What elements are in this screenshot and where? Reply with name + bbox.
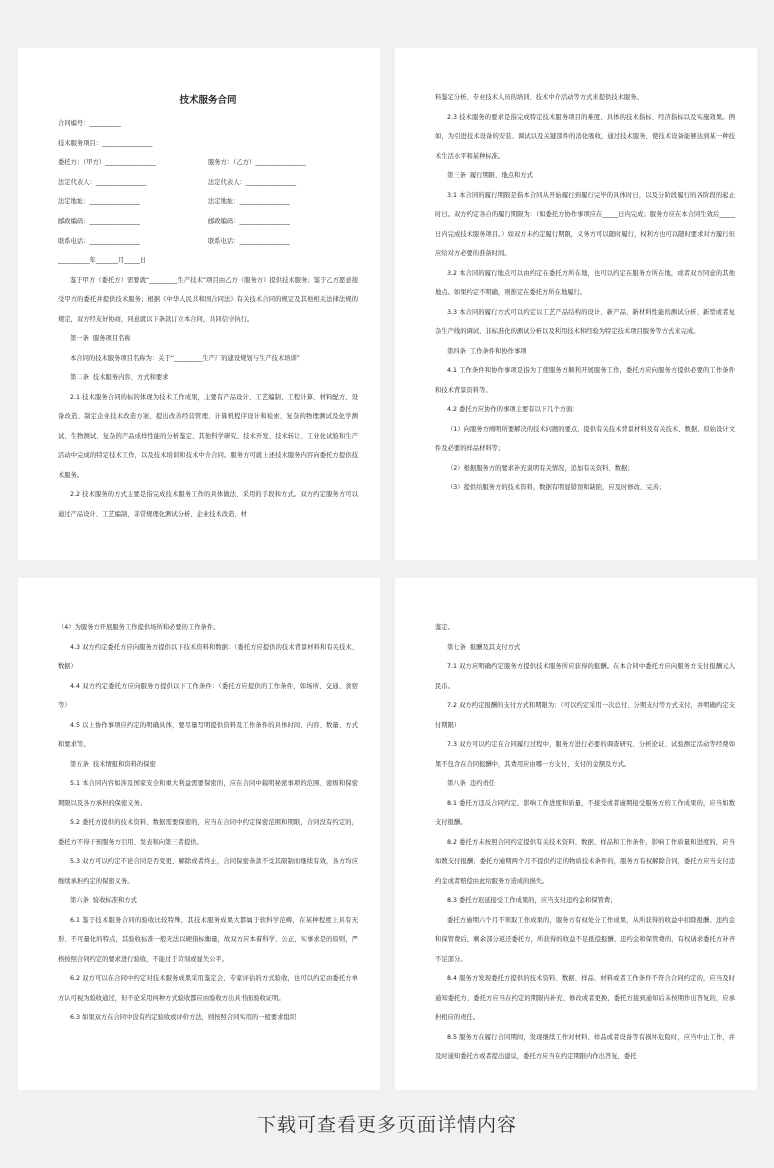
paragraph: 8.5 服务方在履行合同期间，发现继续工作对材料、样品或者设备等有损坏危险时，应当中止工作，并及时通知委托方或者提出建议，委托方应当在约定期限内作出答复，委托 [435, 1033, 735, 1060]
paragraph: 7.1 双方应明确约定服务方提供技术服务所应获得的报酬。在本合同中委托方应向服务方支付报酬元人民币。 [435, 663, 735, 690]
paragraph: 5.2 委托方提供的技术资料、数据需要保密的，应当在合同中约定保密范围和期限，合同没有约定的，委托方不得干预服务方引用、发表和向第三者提供。 [58, 819, 358, 846]
paragraph: 8.4 服务方发现委托方提供的技术资料、数据、样品、材料或者工作条件不符合合同约定的，应当及时通知委托方，委托方应当在约定的期限内补充、修改或者更换，委托方接到通知后未按期作出答复的，应承担相应的责任。 [435, 975, 735, 1021]
section-heading: 第八条 违约责任 [447, 780, 496, 787]
field-right: 联系电话：________________ [208, 237, 290, 245]
paragraph: 8.3 委托方迟延接受工作成果的，应当支付违约金和保管费； [447, 897, 617, 904]
paragraph: 4.4 双方约定委托方应向服务方提供以下工作条件：（委托方应提供的工作条件，如场所、交通、食宿等） [58, 682, 358, 709]
paragraph: 3.3 本合同的履行方式可以约定以工艺产品结构的设计、新产品、新材料性能的测试分析、新型或者复杂生产线的调试、非标准化的测试分析以及利用技术和经验为特定技术项目服务等方式来完成。 [435, 308, 735, 335]
field-row [58, 134, 358, 154]
field-row [58, 173, 358, 193]
paragraph: 7.2 双方约定报酬的支付方式和期限为：（可以约定采用一次总付、分期支付等方式支付，并明确约定支付期限） [435, 702, 735, 729]
paragraph: 3.1 本合同的履行期限是指本合同从开始履行到履行完毕的具体时日，以及分阶段履行的各阶段的起止时日。双方约定各自的履行期限为：（如委托方协作事项应在_____日内完成；服务方应在本合同生效后_____日内完成技术服务项目。）如双方未约定履行期限，义务方可以随时履行，权利方也可以随时要求对方履行但应给对方必要的准备时间。 [435, 191, 735, 257]
paragraph: 6.2 双方可以在合同中约定对技术服务成果采用鉴定会、专家评估的方式验收，也可以约定由委托方单方认可视为验收通过，但不论采用何种方式验收都应由验收方出具书面验收证明。 [58, 975, 358, 1002]
section-heading: 第五条 技术情报和资料的保密 [70, 760, 156, 768]
field-row [58, 251, 358, 271]
paragraph: 6.3 如果双方在合同中没有约定验收或评价方法，则按照合同实用的一般要求组织 [70, 1014, 297, 1021]
paragraph: 料鉴定分析、专业技术人员的培训、技术中介活动等方式来提供技术服务。 [435, 94, 643, 101]
paragraph: 6.1 鉴于技术服务合同的验收比较特殊，其技术服务成果大都属于软科学范畴，在某种程度上具有无形、不可量化的特点，其验收标准一般无法以硬指标衡量，故双方应本着科学、公正、实事求是的原则，严格按照合同约定的要求进行验收，不能过于苛刻或显失公平。 [58, 916, 358, 963]
field-right [208, 114, 358, 134]
section-heading: 第一条 服务项目名称 [70, 335, 131, 343]
field-right: 邮政编码：________________ [208, 217, 290, 225]
field-right [208, 134, 358, 154]
date-line: __________年_______月_____日 [58, 257, 147, 265]
section-heading: 第四条 工作条件和协作事项 [447, 347, 527, 355]
paragraph: 3.2 本合同的履行地点可以由约定在委托方所在地，也可以约定在服务方所在地，或者双方同意的其他地点。如果约定不明确，则推定在委托方所在地履行。 [435, 269, 735, 296]
field-left: 合同编号：__________ [58, 120, 121, 127]
paragraph: 委托方逾期六个月不领取工作成果的，服务方有权处分工作成果，从所获得的收益中扣除报酬、违约金和保管费后，剩余部分返还委托方，所获得的收益不足抵偿报酬、违约金和保管费的，有权请求委托方补齐不足部分。 [435, 916, 735, 963]
field-row [58, 212, 358, 232]
contract-page-4 [395, 578, 757, 1090]
field-right: 服务方：（乙方）________________ [208, 159, 306, 167]
paragraph: （2）根据服务方的要求补充说明有关情况，追加有关资料、数据； [447, 464, 634, 472]
field-left: 委托方：（甲方）________________ [58, 159, 156, 167]
party-fields [58, 114, 358, 271]
paragraph: 本合同的技术服务项目名称为：关于“_________生产厂的建设规划与生产技术培训” [70, 354, 301, 362]
paragraph: 鉴定。 [435, 624, 454, 631]
field-row [58, 114, 358, 134]
paragraph: 鉴于甲方（委托方）需要就“_________生产技术”项目由乙方（服务方）提供技术服务；鉴于乙方愿意接受甲方的委托并提供技术服务；根据《中华人民共和国合同法》有关技术合同的规定及其他相关法律法规的规定，双方经友好协商，同意就以下条款订立本合同，共同信守执行。 [58, 276, 358, 323]
section-heading: 第三条 履行期限、地点和方式 [447, 172, 533, 179]
section-heading: 第七条 报酬及其支付方式 [447, 643, 521, 651]
paragraph: 2.3 技术服务的要求是指完成特定技术服务项目的难度、具体的技术指标、经济指标以及实施效果。例如，为引进技术设备的安装、调试以及关键部件的消化吸收，通过技术服务，使技术设备能够达到某一种技术生活水平和某种标准。 [435, 113, 735, 160]
field-left: 法定代表人：________________ [58, 178, 147, 186]
paragraph: 2.2 技术服务的方式主要是指完成技术服务工作的具体做法、采用的手段和方式。双方约定服务方可以通过产品设计、工艺编制、非常规理化测试分析、企业技术改造、材 [58, 491, 358, 518]
field-left: 邮政编码：________________ [58, 217, 140, 225]
page-body [435, 618, 735, 1067]
paragraph: 2.1 技术服务合同的标的体现为技术工作成果，主要有产品设计、工艺编制、工程计算、材料配方、设备改造、制定企业技术改造方案、提出改善经营管理、计算机程序设计和检索、复杂的物理测试及化学测试、生物测试、复杂的产品成样性能的分析鉴定、其他科学研究、技术开发、技术转让、工业化试验和生产活动中完成的特定技术工作，以及技术培训和技术中介合同。服务方可就上述技术服务内容向委托方提供技术服务。 [58, 393, 358, 479]
section-heading: 第二条 技术服务内容、方式和要求 [70, 374, 169, 382]
page-body [58, 618, 358, 1028]
paragraph: 4.1 工作条件和协作事项是指为了使服务方顺利开展服务工作，委托方应向服务方提供必要的工作条件和技术背景资料等。 [435, 367, 735, 394]
paragraph: 7.3 双方可以约定在合同履行过程中，服务方进行必要的调查研究、分析论证、试验测定活动等经费如果不包含在合同报酬中，其费用应由哪一方支付，支付的金额及方式。 [435, 741, 735, 768]
paragraph: （3）提供给服务方的技术资料，数据有明显错误和缺陷，应及时修改、完善； [447, 484, 666, 491]
field-right: 法定地址：________________ [208, 198, 290, 206]
paragraph: 8.1 委托方违反合同约定，影响工作进度和质量，不接受或者逾期接受服务方的工作成果的，应当如数支付报酬。 [435, 799, 735, 826]
contract-page-1 [18, 48, 380, 560]
field-right [208, 251, 358, 271]
field-row [58, 153, 358, 173]
paragraph: （1）向服务方阐明所要解决的技术问题的要点，提供有关技术背景材料及有关技术、数据、原始设计文件及必要的样品材料等； [435, 425, 735, 452]
paragraph: 8.2 委托方未按照合同约定提供有关技术资料、数据、样品和工作条件，影响工作质量和进度的，应当如数支付报酬；委托方逾期两个月不提供约定的物质技术条件的，服务方有权解除合同，委托方应当支付违约金或者赔偿由此给服务方造成的损失。 [435, 838, 735, 885]
field-right: 法定代表人：________________ [208, 178, 297, 186]
paragraph: 4.3 双方约定委托方应向服务方提供以下技术资料和数据：（委托方应提供的技术背景材料和有关技术、数据） [58, 643, 358, 670]
document-title: 技术服务合同 [179, 95, 237, 106]
section-heading: 第六条 验收标准和方式 [70, 897, 137, 904]
page-body [58, 271, 358, 525]
paragraph: 5.1 本合同内容如涉及国家安全和重大利益需要保密的，应在合同中载明秘密事项的范围、密级和保密期限以及各方承担的保密义务。 [58, 780, 358, 807]
field-row [58, 232, 358, 252]
paragraph: 5.3 双方可以约定不论合同是否变更、解除或者终止，合同保密条款不受其限制而继续有效，各方均应继续承担约定的保密义务。 [58, 858, 358, 885]
field-left: 联系电话：________________ [58, 237, 140, 245]
contract-page-3 [18, 578, 380, 1090]
paragraph: 4.5 以上协作事项应约定的明确具体，要尽量写明提供资料及工作条件的具体时间、内容、数量、方式和要求等。 [58, 721, 358, 748]
field-row [58, 192, 358, 212]
field-left: 技术服务项目：________________ [58, 139, 153, 147]
paragraph: （4）为服务方开展服务工作提供场所和必要的工作条件。 [58, 624, 220, 631]
field-left: 法定地址：________________ [58, 198, 140, 206]
paragraph: 4.2 委托方应协作的事项主要有以下几个方面： [447, 406, 579, 413]
page-body [435, 88, 735, 498]
contract-page-2 [395, 48, 757, 560]
download-prompt: 下载可查看更多页面详情内容 [256, 1114, 517, 1136]
